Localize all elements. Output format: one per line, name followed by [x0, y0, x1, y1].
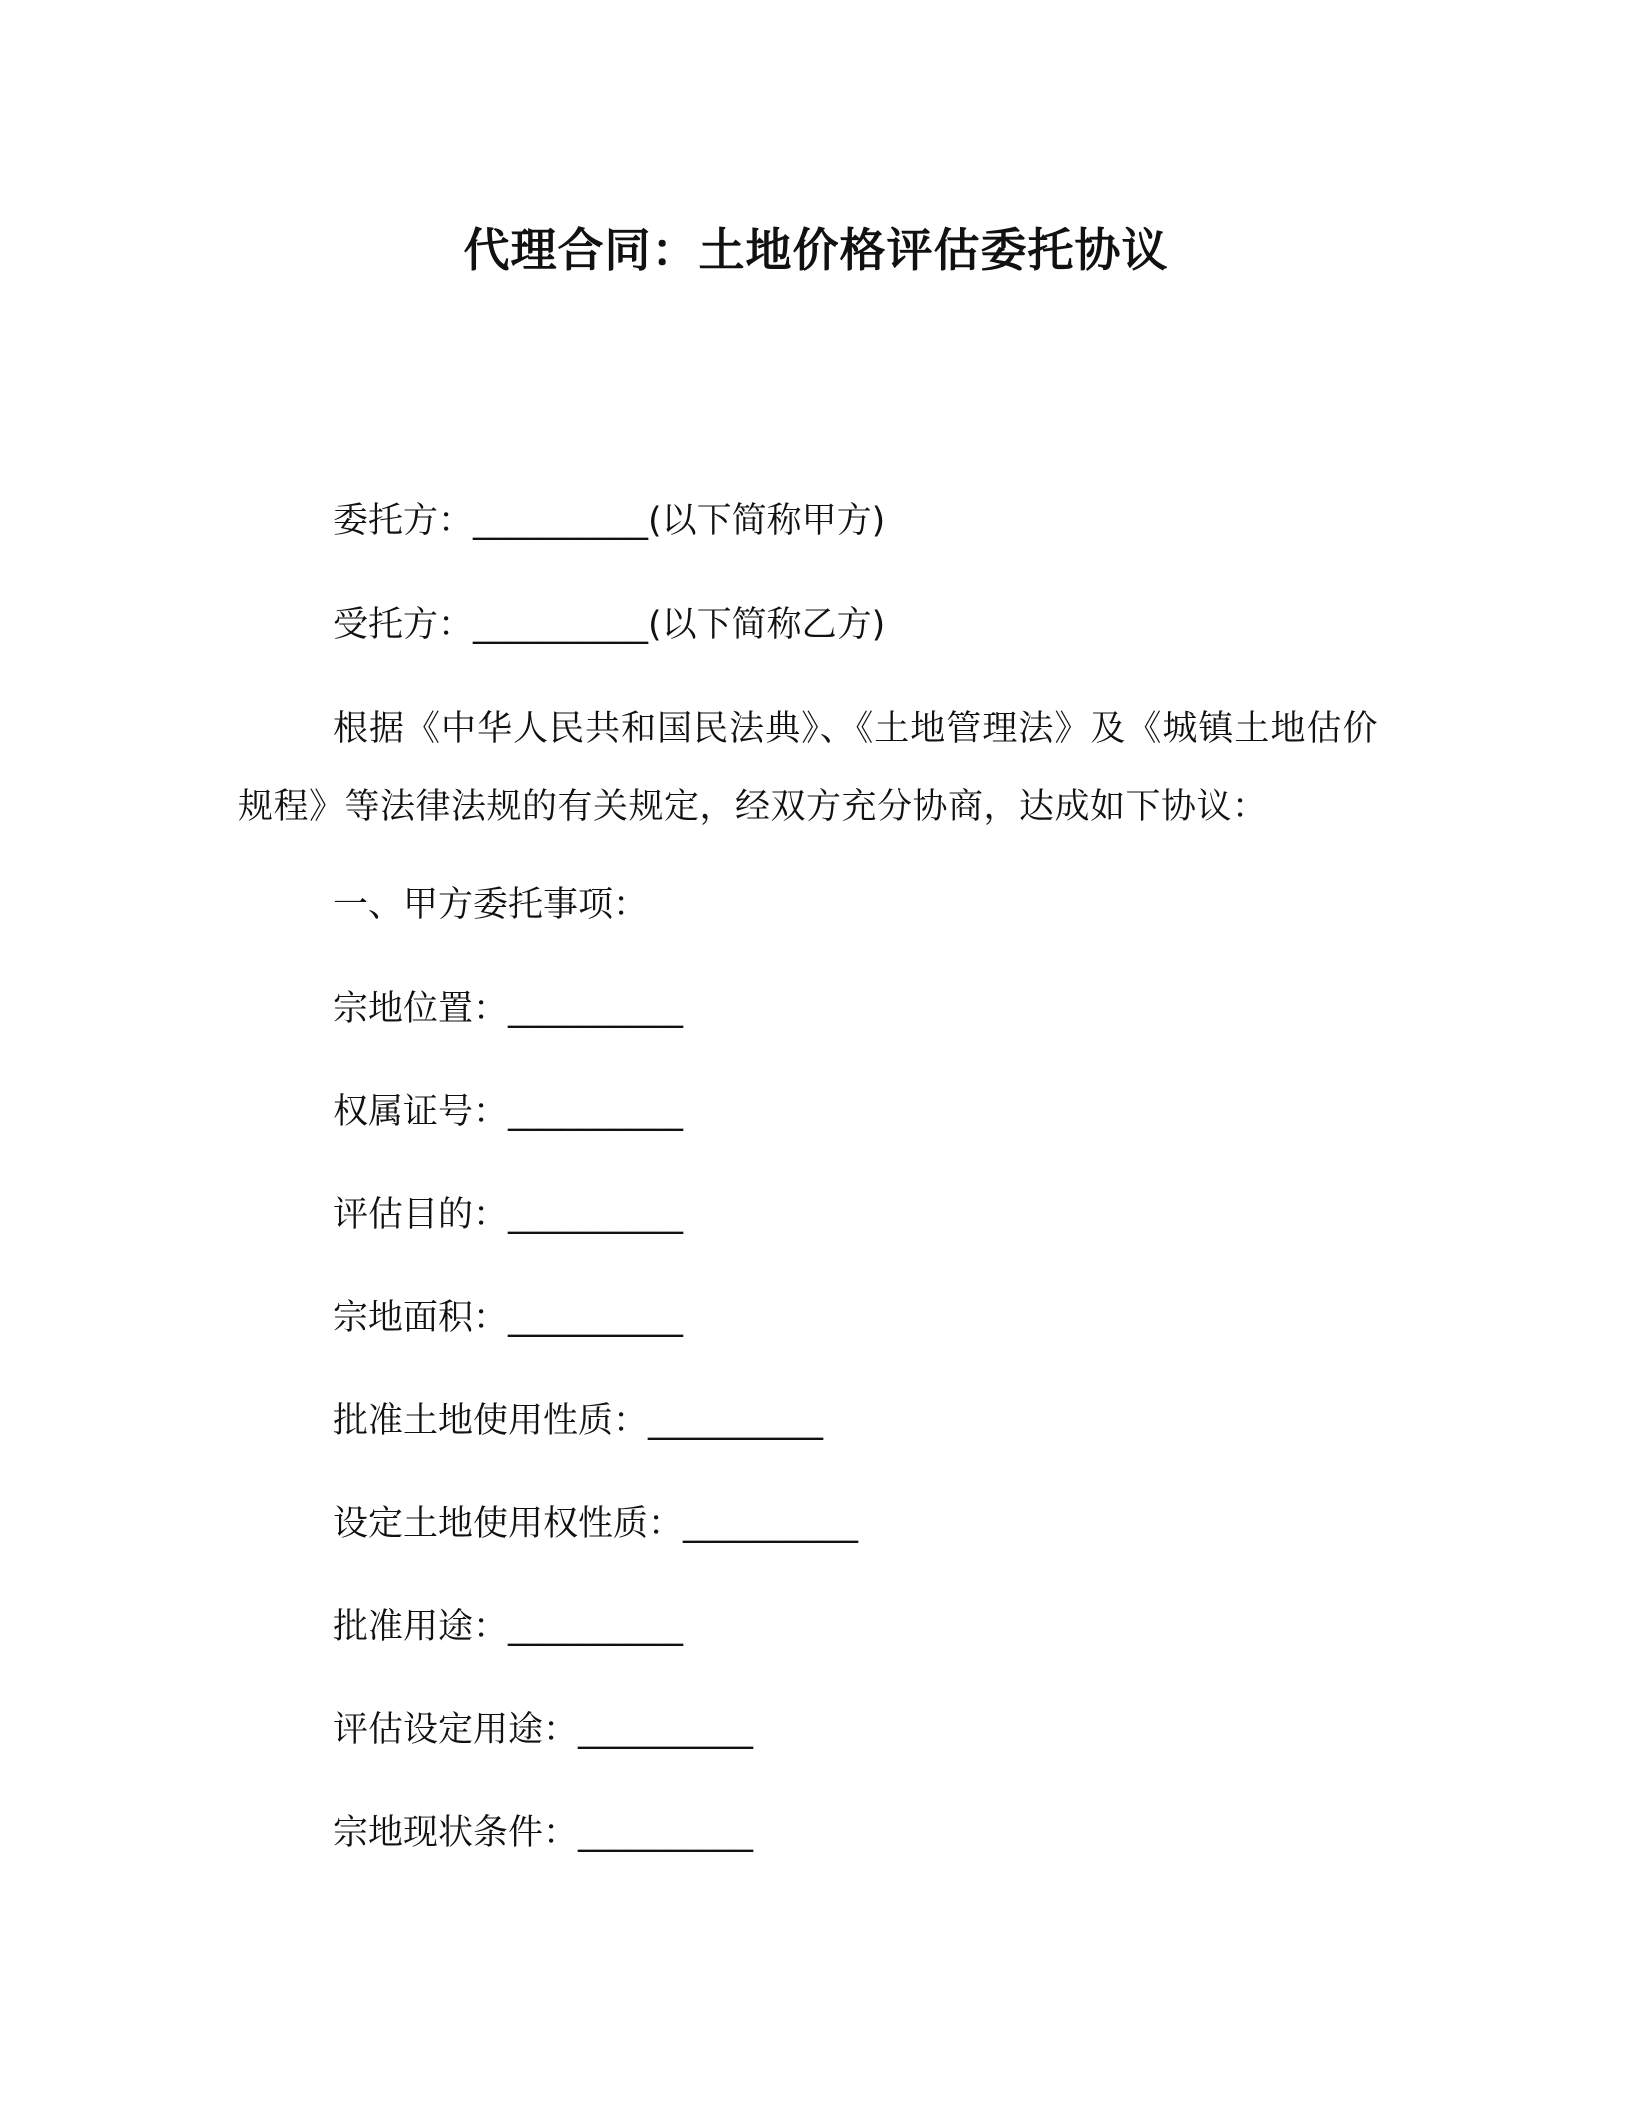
field-title-certificate-number: 权属证号：__________ [333, 1092, 684, 1132]
document-title: 代理合同：土地价格评估委托协议 [463, 223, 1169, 277]
field-parcel-area: 宗地面积：__________ [333, 1298, 684, 1338]
section-one-heading: 一、甲方委托事项： [333, 885, 649, 925]
field-approved-land-use-nature: 批准土地使用性质：__________ [333, 1401, 824, 1441]
client-party-line: 委托方：__________(以下简称甲方) [333, 501, 886, 541]
field-appraisal-set-use: 评估设定用途：__________ [333, 1710, 754, 1750]
field-appraisal-purpose: 评估目的：__________ [333, 1195, 684, 1235]
field-parcel-location: 宗地位置：__________ [333, 989, 684, 1029]
field-approved-use: 批准用途：__________ [333, 1607, 684, 1647]
field-set-land-use-right-nature: 设定土地使用权性质：__________ [333, 1504, 859, 1544]
preamble-paragraph: 根据《中华人民共和国民法典》、《土地管理法》及《城镇土地估价规程》等法律法规的有关规定，经双方充分协商，达成如下协议： [238, 709, 1378, 827]
field-parcel-current-conditions: 宗地现状条件：__________ [333, 1813, 754, 1853]
agent-party-line: 受托方：__________(以下简称乙方) [333, 605, 886, 645]
